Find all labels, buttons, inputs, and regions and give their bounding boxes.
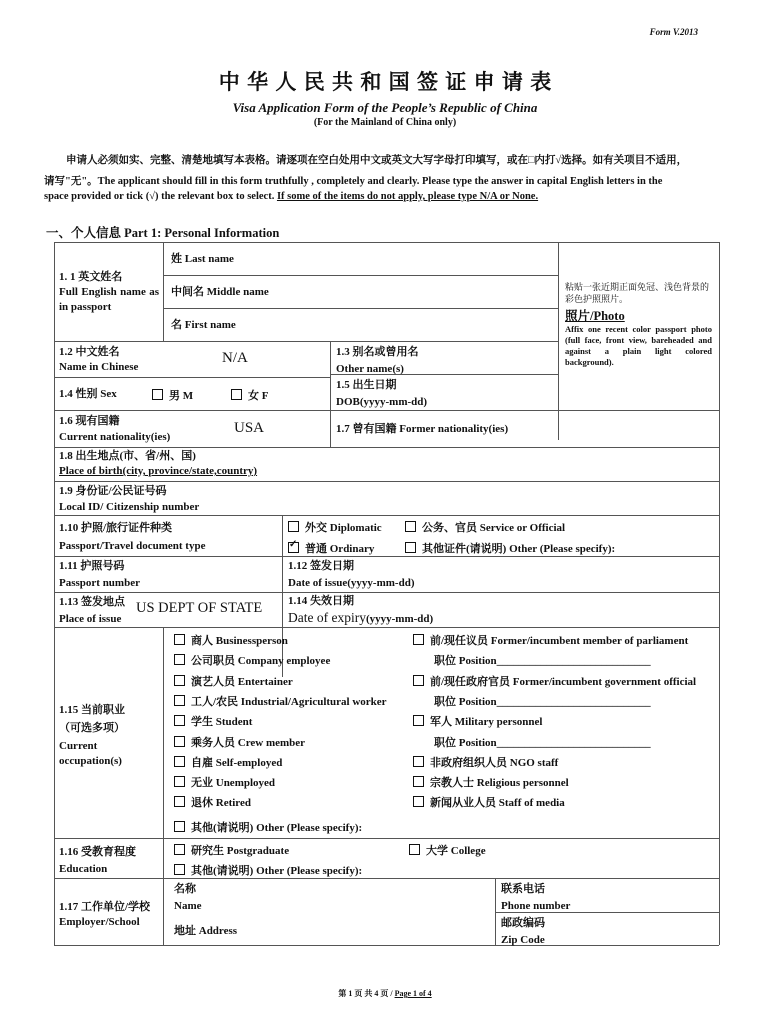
occupation-label: 前/现任议员 Former/incumbent member of parliament (430, 635, 689, 647)
occupation-label: 退休 Retired (191, 797, 251, 810)
field-1-13-label (59, 595, 125, 627)
position-field[interactable] (434, 734, 651, 750)
sex-male-label: 男 M (169, 390, 194, 402)
field-1-15-label-en: Current occupation(s) (59, 740, 122, 767)
service-checkbox[interactable] (405, 521, 416, 532)
occupation-option[interactable] (413, 794, 565, 810)
occupation-label: 无业 Unemployed (191, 777, 276, 790)
field-1-10-label-en: Passport/Travel document type (59, 540, 206, 552)
occupation-checkbox[interactable] (174, 796, 185, 807)
service-label: 公务、官员 Service or Official (422, 522, 566, 534)
form-subtitle: (For the Mainland of China only) (313, 117, 457, 128)
field-1-6-label (59, 414, 170, 445)
college-checkbox[interactable] (409, 844, 420, 855)
nationality-value[interactable]: USA (234, 420, 265, 436)
education-other-label: 其他(请说明) Other (Please specify): (191, 865, 363, 877)
field-1-8-label-en: Place of birth(city, province/state,country) (59, 465, 258, 477)
occupation-label: 前/现任政府官员 Former/incumbent government official (430, 675, 697, 688)
footer-cn: 第 1 页 共 4 页 / (338, 989, 395, 998)
sex-male-option[interactable] (152, 387, 193, 403)
field-1-9-label-en: Local ID/ Citizenship number (59, 501, 200, 513)
field-1-8-label (59, 449, 257, 479)
occupation-option[interactable] (413, 673, 696, 689)
occupation-checkbox[interactable] (174, 736, 185, 747)
place-of-issue-value[interactable]: US DEPT OF STATE (136, 600, 263, 616)
occupation-other-label: 其他(请说明) Other (Please specify): (191, 822, 363, 834)
position-label: 职位 Position____________________________ (434, 736, 651, 749)
occupation-label: 公司职员 Company employee (191, 655, 331, 668)
form-title-cn: 中 华 人 民 共 和 国 签 证 申 请 表 (218, 70, 552, 94)
sex-female-option[interactable] (231, 387, 268, 403)
sex-female-label: 女 F (248, 390, 269, 402)
field-1-2-label-en: Name in Chinese (59, 361, 139, 373)
occupation-label: 新闻从业人员 Staff of media (430, 797, 565, 810)
position-field[interactable] (434, 652, 651, 668)
occupation-checkbox[interactable] (174, 654, 185, 665)
field-1-16-label-cn: 1.16 受教育程度 (59, 846, 136, 858)
field-1-14-label (288, 594, 433, 627)
instructions-cn: 申请人必须如实、完整、清楚地填写本表格。请逐项在空白处用中文或英文大写字母打印填写，或在□内打√选择。如有关项目不适用， (66, 155, 688, 166)
occupation-checkbox[interactable] (413, 715, 424, 726)
occupation-label: 乘务人员 Crew member (191, 736, 306, 749)
occupation-checkbox[interactable] (174, 756, 185, 767)
field-1-2-label (59, 345, 138, 375)
photo-instruction-en: Affix one recent color passport photo (full face, front view, bareheaded and against a plain light colored background). (565, 324, 712, 367)
postgraduate-checkbox[interactable] (174, 844, 185, 855)
education-postgraduate[interactable] (174, 842, 289, 858)
education-other-checkbox[interactable] (174, 864, 185, 875)
occupation-checkbox[interactable] (174, 634, 185, 645)
occupation-option[interactable] (174, 734, 305, 750)
field-1-15-label-cn2: （可选多项） (59, 722, 125, 734)
field-1-15-label-cn: 1.15 当前职业 (59, 704, 125, 716)
employer-name-field[interactable] (174, 882, 202, 914)
field-1-1-label-cn: 1. 1 英文姓名 (59, 271, 123, 283)
occupation-label: 工人/农民 Industrial/Agricultural worker (191, 695, 387, 708)
instructions-line3-text: space provided or tick (√) the relevant box to select. (44, 191, 275, 202)
field-1-12-label-en: Date of issue(yyyy-mm-dd) (288, 577, 415, 589)
diplomatic-label: 外交 Diplomatic (305, 522, 382, 534)
passport-type-diplomatic[interactable] (288, 519, 382, 535)
photo-instruction-cn: 粘贴一张近期正面免冠、浅色背景的彩色护照照片。 (565, 283, 710, 305)
field-1-9-label-cn: 1.9 身份证/公民证号码 (59, 485, 167, 497)
employer-phone-field[interactable] (501, 882, 570, 914)
occupation-option[interactable] (413, 754, 558, 770)
middle-name-field[interactable]: 中间名 Middle name (171, 286, 269, 298)
field-1-1-label (59, 270, 159, 315)
field-1-9-label (59, 484, 199, 515)
form-title-en: Visa Application Form of the People’s Republic of China (232, 100, 538, 115)
passport-type-ordinary[interactable] (288, 540, 374, 556)
footer-page: Page 1 of 4 (394, 989, 432, 998)
occupation-option[interactable] (174, 794, 251, 810)
section1-title: 一、个人信息 Part 1: Personal Information (46, 226, 280, 240)
occupation-label: 自雇 Self-employed (191, 756, 283, 769)
page-footer (0, 988, 770, 999)
occupation-checkbox[interactable] (413, 756, 424, 767)
field-1-6-label-cn: 1.6 现有国籍 (59, 415, 120, 427)
photo-area[interactable] (565, 282, 712, 368)
field-1-13-label-cn: 1.13 签发地点 (59, 596, 125, 608)
field-1-12-label-cn: 1.12 签发日期 (288, 560, 354, 572)
field-1-11-label (59, 559, 140, 591)
occupation-option[interactable] (174, 632, 288, 648)
field-1-17-label-en: Employer/School (59, 916, 140, 928)
occupation-checkbox[interactable] (174, 675, 185, 686)
field-1-10-label-cn: 1.10 护照/旅行证件种类 (59, 522, 173, 534)
occupation-checkbox[interactable] (413, 796, 424, 807)
first-name-field[interactable]: 名 First name (171, 319, 236, 331)
other-doc-label: 其他证件(请说明) Other (Please specify): (422, 543, 616, 555)
occupation-checkbox[interactable] (413, 634, 424, 645)
position-field[interactable] (434, 693, 651, 709)
field-1-12-label (288, 559, 414, 591)
form-version: Form V.2013 (649, 27, 698, 37)
occupation-checkbox[interactable] (413, 675, 424, 686)
employer-name-label-en: Name (174, 900, 202, 912)
field-1-13-label-en: Place of issue (59, 613, 122, 625)
field-1-17-label (59, 900, 150, 930)
field-1-3-label-en: Other name(s) (336, 363, 404, 375)
college-label: 大学 College (426, 845, 486, 857)
instructions-na-note: If some of the items do not apply, please type N/A or None. (276, 191, 539, 202)
last-name-field[interactable]: 姓 Last name (171, 253, 234, 265)
field-1-3-label-cn: 1.3 别名或曾用名 (336, 346, 419, 358)
field-1-14-label-en (288, 610, 433, 627)
photo-title: 照片/Photo (565, 309, 625, 323)
occupation-label: 宗教人士 Religious personnel (430, 777, 569, 790)
employer-zip-label-cn: 邮政编码 (501, 917, 545, 929)
occupation-option[interactable] (174, 673, 293, 689)
instructions-line3 (44, 191, 538, 202)
field-1-11-label-cn: 1.11 护照号码 (59, 560, 125, 572)
field-1-5-label-cn: 1.5 出生日期 (336, 379, 397, 391)
occupation-option[interactable] (413, 632, 688, 648)
chinese-name-value[interactable]: N/A (222, 350, 248, 366)
field-1-17-label-cn: 1.17 工作单位/学校 (59, 901, 151, 913)
occupation-label: 演艺人员 Entertainer (191, 675, 293, 688)
field-1-7-label: 1.7 曾有国籍 Former nationality(ies) (336, 423, 509, 435)
field-1-1-label-en: Full English name as in passport (59, 286, 159, 313)
instructions-line2: 请写"无"。The applicant should fill in this form truthfully , completely and clearly. Please type the answer in capital English letters in the (44, 176, 663, 187)
employer-phone-label-en: Phone number (501, 900, 571, 912)
expiry-label-main: Date of expiry (288, 610, 366, 625)
ordinary-checkbox[interactable] (288, 542, 299, 553)
education-college[interactable] (409, 842, 486, 858)
occupation-other[interactable] (174, 819, 362, 835)
occupation-label: 学生 Student (191, 716, 253, 729)
occupation-option[interactable] (413, 713, 542, 729)
field-1-5-label-en: DOB(yyyy-mm-dd) (336, 396, 428, 408)
occupation-label: 军人 Military personnel (430, 716, 543, 729)
field-1-2-label-cn: 1.2 中文姓名 (59, 346, 120, 358)
field-1-15-label (59, 703, 159, 769)
occupation-checkbox[interactable] (174, 695, 185, 706)
position-label: 职位 Position____________________________ (434, 695, 651, 708)
passport-type-other[interactable] (405, 540, 615, 556)
occupation-checkbox[interactable] (174, 776, 185, 787)
occupation-label: 商人 Businessperson (191, 635, 288, 647)
employer-address-field[interactable]: 地址 Address (174, 925, 238, 937)
occupation-checkbox[interactable] (413, 776, 424, 787)
occupation-option[interactable] (174, 774, 275, 790)
diplomatic-checkbox[interactable] (288, 521, 299, 532)
field-1-5-label (336, 378, 427, 410)
employer-zip-field[interactable] (501, 916, 545, 948)
expiry-label-format: (yyyy-mm-dd) (365, 613, 434, 625)
other-doc-checkbox[interactable] (405, 542, 416, 553)
occupation-option[interactable] (174, 693, 387, 709)
field-1-3-label (336, 345, 419, 377)
field-1-11-label-en: Passport number (59, 577, 140, 589)
position-label: 职位 Position____________________________ (434, 655, 651, 668)
occupation-option[interactable] (174, 652, 330, 668)
passport-type-service[interactable] (405, 519, 565, 535)
field-1-10-label (59, 521, 205, 554)
occupation-option[interactable] (174, 713, 252, 729)
field-1-4-label: 1.4 性别 Sex (59, 388, 117, 400)
field-1-16-label (59, 845, 136, 877)
sex-male-checkbox[interactable] (152, 389, 163, 400)
employer-zip-label-en: Zip Code (501, 934, 545, 946)
occupation-option[interactable] (413, 774, 569, 790)
occupation-label: 非政府组织人员 NGO staff (430, 756, 559, 769)
education-other[interactable] (174, 862, 362, 878)
occupation-other-checkbox[interactable] (174, 821, 185, 832)
employer-name-label-cn: 名称 (174, 883, 196, 895)
sex-female-checkbox[interactable] (231, 389, 242, 400)
employer-phone-label-cn: 联系电话 (501, 883, 545, 895)
field-1-8-label-cn: 1.8 出生地点(市、省/州、国) (59, 450, 196, 462)
postgraduate-label: 研究生 Postgraduate (191, 845, 290, 857)
ordinary-label: 普通 Ordinary (305, 543, 375, 555)
field-1-16-label-en: Education (59, 863, 108, 875)
occupation-option[interactable] (174, 754, 282, 770)
occupation-checkbox[interactable] (174, 715, 185, 726)
field-1-6-label-en: Current nationality(ies) (59, 431, 171, 443)
field-1-14-label-cn: 1.14 失效日期 (288, 595, 354, 607)
